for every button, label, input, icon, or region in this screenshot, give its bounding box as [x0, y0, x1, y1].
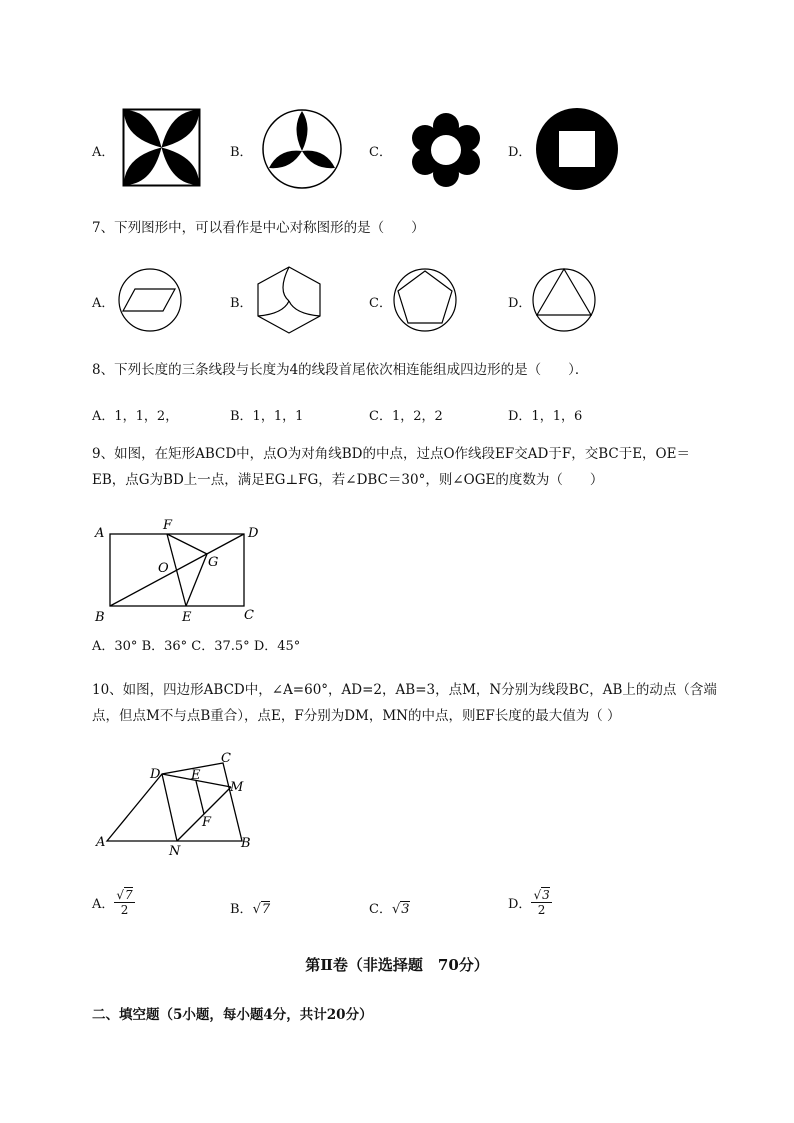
- label-m: M: [230, 780, 244, 795]
- label-e: E: [191, 768, 201, 783]
- rectangle-abcd-figure: [92, 515, 272, 627]
- q7-option-a-label: A．: [92, 296, 115, 311]
- label-b: B: [241, 836, 251, 851]
- q10-option-c-label: C．: [369, 902, 392, 917]
- flower-figure: [406, 110, 486, 190]
- q7-option-d-label: D．: [508, 296, 532, 311]
- q8-option-c: C．1，2，2: [369, 409, 443, 424]
- q10-option-a: [92, 888, 135, 917]
- label-a: A: [96, 835, 106, 850]
- option-a-label: A．: [92, 145, 115, 160]
- q10-option-b: B．√7: [230, 902, 271, 917]
- question-9-line-2: EB，点G为BD上一点，满足EG⊥FG，若∠DBC＝30°，则∠OGE的度数为（ ）: [92, 472, 604, 488]
- label-d: D: [248, 526, 259, 541]
- numerator: 7: [125, 888, 133, 902]
- label-f: F: [163, 518, 173, 533]
- q10-option-d: [508, 888, 552, 917]
- sqrt3-over-2: $\frac{√3}{2}$: [533, 888, 550, 917]
- label-a: A: [95, 526, 105, 541]
- q10-option-b-label: B．: [230, 902, 253, 917]
- question-9-line-1: 9、如图，在矩形ABCD中，点O为对角线BD的中点，过点O作线段EF交AD于F，交BC于E，OE＝: [92, 446, 690, 462]
- label-e: E: [182, 610, 192, 625]
- q10-option-a-label: A．: [92, 897, 115, 912]
- denominator: 2: [537, 903, 546, 917]
- label-c: C: [221, 751, 231, 766]
- q9-options: A．30° B．36° C．37.5° D．45°: [92, 639, 301, 654]
- coin-figure: [535, 107, 619, 191]
- label-g: G: [208, 555, 219, 570]
- option-c-label: C．: [369, 145, 392, 160]
- circle-pentagon-figure: [392, 267, 458, 333]
- label-d: D: [150, 767, 161, 782]
- quadrilateral-abcd-figure: [92, 748, 262, 860]
- circle-triangle-figure: [531, 267, 597, 333]
- radicand: 7: [261, 902, 271, 917]
- option-b-label: B．: [230, 145, 253, 160]
- part-two-heading: 二、填空题（5小题，每小题4分，共计20分）: [92, 1007, 373, 1023]
- option-d-label: D．: [508, 145, 532, 160]
- label-f: F: [202, 815, 212, 830]
- hexagon-arcs-figure: [255, 265, 323, 335]
- label-b: B: [95, 610, 105, 625]
- q10-option-d-label: D．: [508, 897, 532, 912]
- radicand: 3: [401, 902, 410, 917]
- question-10-line-2: 点，但点M不与点B重合），点E，F分别为DM，MN的中点，则EF长度的最大值为（ ）: [92, 708, 621, 724]
- q10-option-c: C．√3: [369, 902, 410, 917]
- label-n: N: [169, 844, 181, 859]
- q8-option-d: D．1，1，6: [508, 409, 583, 424]
- section-title: 第Ⅱ卷（非选择题 70分）: [305, 956, 489, 974]
- q8-option-a: A．1，1，2，: [92, 409, 179, 424]
- q7-option-c-label: C．: [369, 296, 392, 311]
- label-c: C: [244, 608, 254, 623]
- sqrt7-over-2: $\frac{√7}{2}$: [116, 888, 133, 917]
- question-7-text: 7、下列图形中，可以看作是中心对称图形的是（ ）: [92, 220, 425, 236]
- q7-option-b-label: B．: [230, 296, 253, 311]
- q8-option-b: B．1，1，1: [230, 409, 304, 424]
- circle-parallelogram-figure: [117, 267, 183, 333]
- denominator: 2: [120, 903, 129, 917]
- four-petal-square-figure: [122, 108, 202, 188]
- numerator: 3: [542, 888, 550, 902]
- question-10-line-1: 10、如图，四边形ABCD中，∠A=60°，AD=2，AB=3，点M，N分别为线段BC，AB上的动点（含端: [92, 682, 717, 698]
- label-o: O: [158, 561, 169, 576]
- three-petal-circle-figure: [261, 108, 343, 190]
- question-8-text: 8、下列长度的三条线段与长度为4的线段首尾依次相连能组成四边形的是（ ）．: [92, 362, 589, 378]
